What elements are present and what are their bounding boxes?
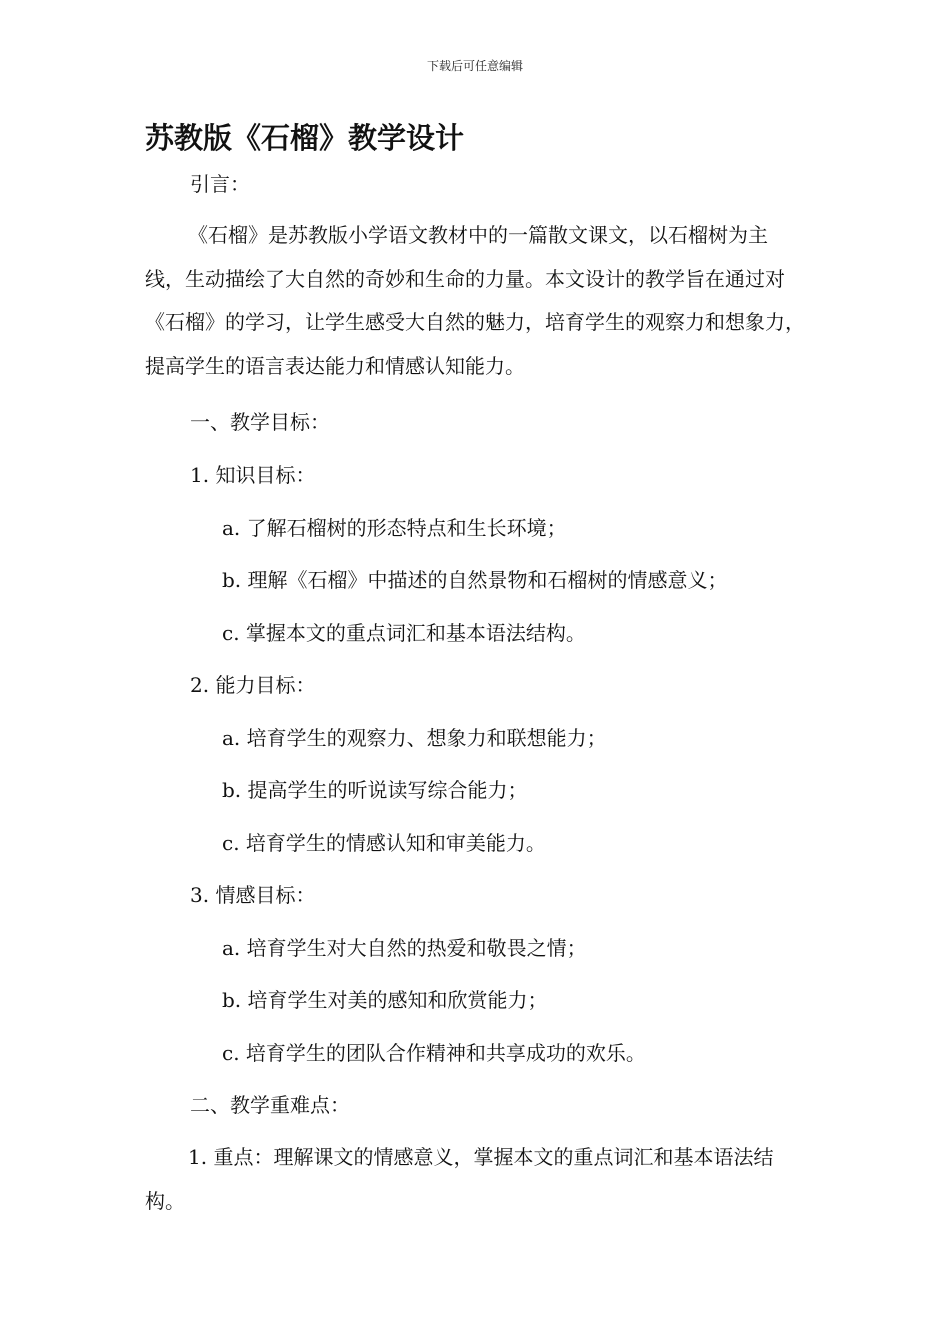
intro-paragraph: 《石榴》是苏教版小学语文教材中的一篇散文课文，以石榴树为主线，生动描绘了大自然的奇妙和生命的力量。本文设计的教学旨在通过对《石榴》的学习，让学生感受大自然的魅力，培育学生的观察力和想象力，提高学生的语言表达能力和情感认知能力。 (145, 223, 805, 378)
subheading-ability: 2. 能力目标： (190, 673, 316, 697)
section-heading-objectives: 一、教学目标： (190, 410, 330, 434)
header-note: 下载后可任意编辑 (426, 59, 523, 73)
section-heading-key-difficult: 二、教学重难点： (190, 1093, 350, 1117)
list-item: a. 培育学生对大自然的热爱和敬畏之情； (222, 936, 587, 960)
list-item: a. 培育学生的观察力、想象力和联想能力； (222, 726, 607, 750)
subheading-knowledge: 1. 知识目标： (190, 463, 316, 487)
list-item: c. 培育学生的团队合作精神和共享成功的欢乐。 (222, 1041, 646, 1065)
key-point-paragraph: 1. 重点：理解课文的情感意义，掌握本文的重点词汇和基本语法结构。 (145, 1145, 774, 1213)
list-item: b. 理解《石榴》中描述的自然景物和石榴树的情感意义； (222, 568, 728, 592)
list-item: b. 提高学生的听说读写综合能力； (222, 778, 528, 802)
list-item: a. 了解石榴树的形态特点和生长环境； (222, 516, 567, 540)
list-item: c. 掌握本文的重点词汇和基本语法结构。 (222, 621, 586, 645)
intro-label: 引言： (190, 172, 250, 196)
list-item: c. 培育学生的情感认知和审美能力。 (222, 831, 546, 855)
document-title: 苏教版《石榴》教学设计 (145, 121, 465, 155)
list-item: b. 培育学生对美的感知和欣赏能力； (222, 988, 548, 1012)
subheading-emotion: 3. 情感目标： (190, 883, 316, 907)
